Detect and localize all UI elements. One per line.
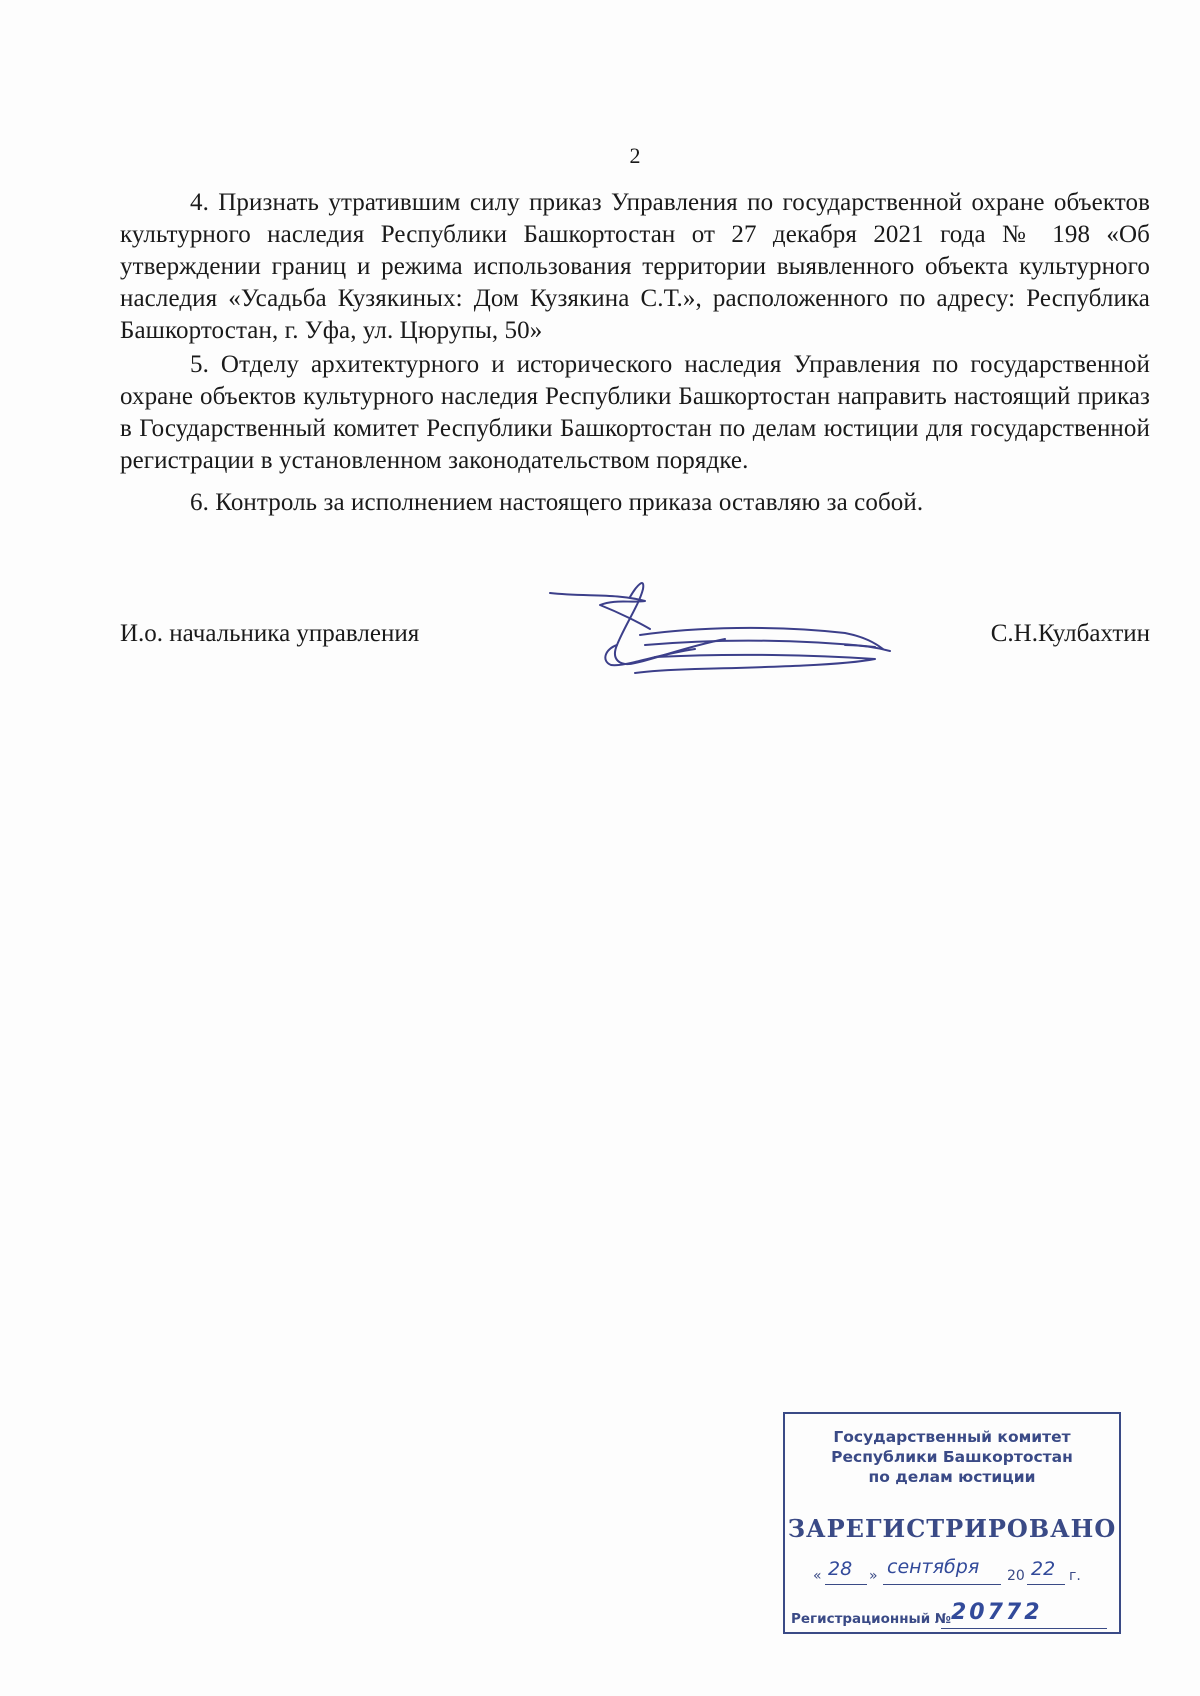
signatory-position: И.о. начальника управления bbox=[120, 620, 420, 647]
year-unit: г. bbox=[1069, 1568, 1081, 1584]
date-quote-close: » bbox=[869, 1568, 878, 1584]
stamp-org-line: Государственный комитет bbox=[833, 1428, 1071, 1446]
year-underline bbox=[1027, 1584, 1065, 1585]
reg-underline bbox=[941, 1628, 1107, 1629]
stamp-registration bbox=[791, 1600, 1113, 1630]
signatory-name: С.Н.Кулбахтин bbox=[990, 620, 1150, 647]
day-underline bbox=[825, 1584, 867, 1585]
registration-stamp bbox=[783, 1412, 1121, 1634]
reg-label: Регистрационный № bbox=[791, 1611, 952, 1627]
stamp-day: 28 bbox=[828, 1558, 853, 1580]
stamp-year: 22 bbox=[1031, 1558, 1056, 1580]
year-prefix: 20 bbox=[1007, 1568, 1025, 1584]
stamp-org-line: по делам юстиции bbox=[868, 1468, 1036, 1486]
stamp-month: сентября bbox=[887, 1556, 980, 1578]
page-number: 2 bbox=[629, 143, 641, 168]
stamp-date bbox=[813, 1556, 1103, 1590]
stamp-org-line: Республики Башкортостан bbox=[831, 1448, 1073, 1466]
reg-number: 20772 bbox=[951, 1600, 1043, 1625]
month-underline bbox=[883, 1584, 1001, 1585]
paragraph-6: 6. Контроль за исполнением настоящего приказа оставляю за собой. bbox=[190, 489, 924, 516]
signature-row bbox=[120, 620, 1150, 660]
paragraph-5: 5. Отделу архитектурного и исторического наследия Управления по государственной охране объектов культурного наследия Республики Башкортостан направить настоящий приказ в Государственный комитет Республики Башкортостан по делам юстиции для государственной регистрации в установленном законодательством порядке. bbox=[120, 351, 1150, 474]
paragraph-4: 4. Признать утратившим силу приказ Управления по государственной охране объектов культурного наследия Республики Башкортостан от 27 декабря 2021 года № 198 «Об утверждении границ и режима использования территории выявленного объекта культурного наследия «Усадьба Кузякиных: Дом Кузякина С.Т.», расположенного по адресу: Республика Башкортостан, г. Уфа, ул. Цюрупы, 50» bbox=[120, 189, 1150, 344]
stamp-status: ЗАРЕГИСТРИРОВАНО bbox=[787, 1514, 1117, 1543]
stamp-organization bbox=[785, 1427, 1119, 1487]
document-body bbox=[120, 187, 1150, 519]
date-quote-open: « bbox=[813, 1568, 822, 1584]
